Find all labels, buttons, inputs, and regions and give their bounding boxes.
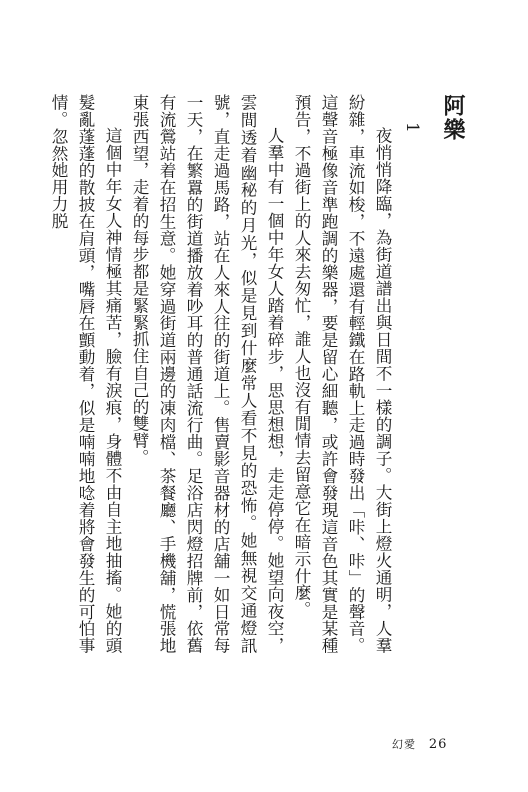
- page-number: 26: [428, 737, 448, 752]
- paragraph-3: 這個中年女人神情極其痛苦，臉有淚痕，身體不由自主地抽搐。她的頭髮亂蓬蓬的散披在肩頭，嘴唇在顫動着，似是喃喃地唸着將會發生的可怕事情。忽然她用力脱: [49, 94, 122, 654]
- section-number: 1: [402, 122, 422, 134]
- vertical-text-block: [46, 94, 466, 654]
- page-footer: [392, 736, 447, 752]
- paragraph-1: 夜悄悄降臨，為街道譜出與日間不一樣的調子。大街上燈火通明，人羣紛雜，車流如梭，不遠處還有輕鐵在路軌上走過時發出「咔、咔」的聲音。這聲音極像音準跑調的樂器，要是留心細聽，或許會發現這音色其實是某種預告，不過街上的人來去匆忙，誰人也沒有閒情去留意它在暗示什麼。: [292, 94, 392, 654]
- paragraph-2: 人羣中有一個中年女人踏着碎步，思思想想，走走停停。她望向夜空，雲間透着幽秘的月光，似是見到什麼常人看不見的恐怖。她無視交通燈訊號，直走過馬路，站在人來人往的街道上。售賣影音器材的店舖一如日常每一天，在繁囂的街道播放着吵耳的普通話流行曲。足浴店閃燈招牌前，依舊有流鶯站着在招生意。她穿過街道兩邊的凍肉檔、茶餐廳、手機舖，慌張地東張西望，走着的每步都是緊緊抓住自己的雙臂。: [130, 94, 284, 654]
- running-book-title: 幻愛: [392, 738, 416, 751]
- chapter-title: 阿樂: [440, 94, 466, 142]
